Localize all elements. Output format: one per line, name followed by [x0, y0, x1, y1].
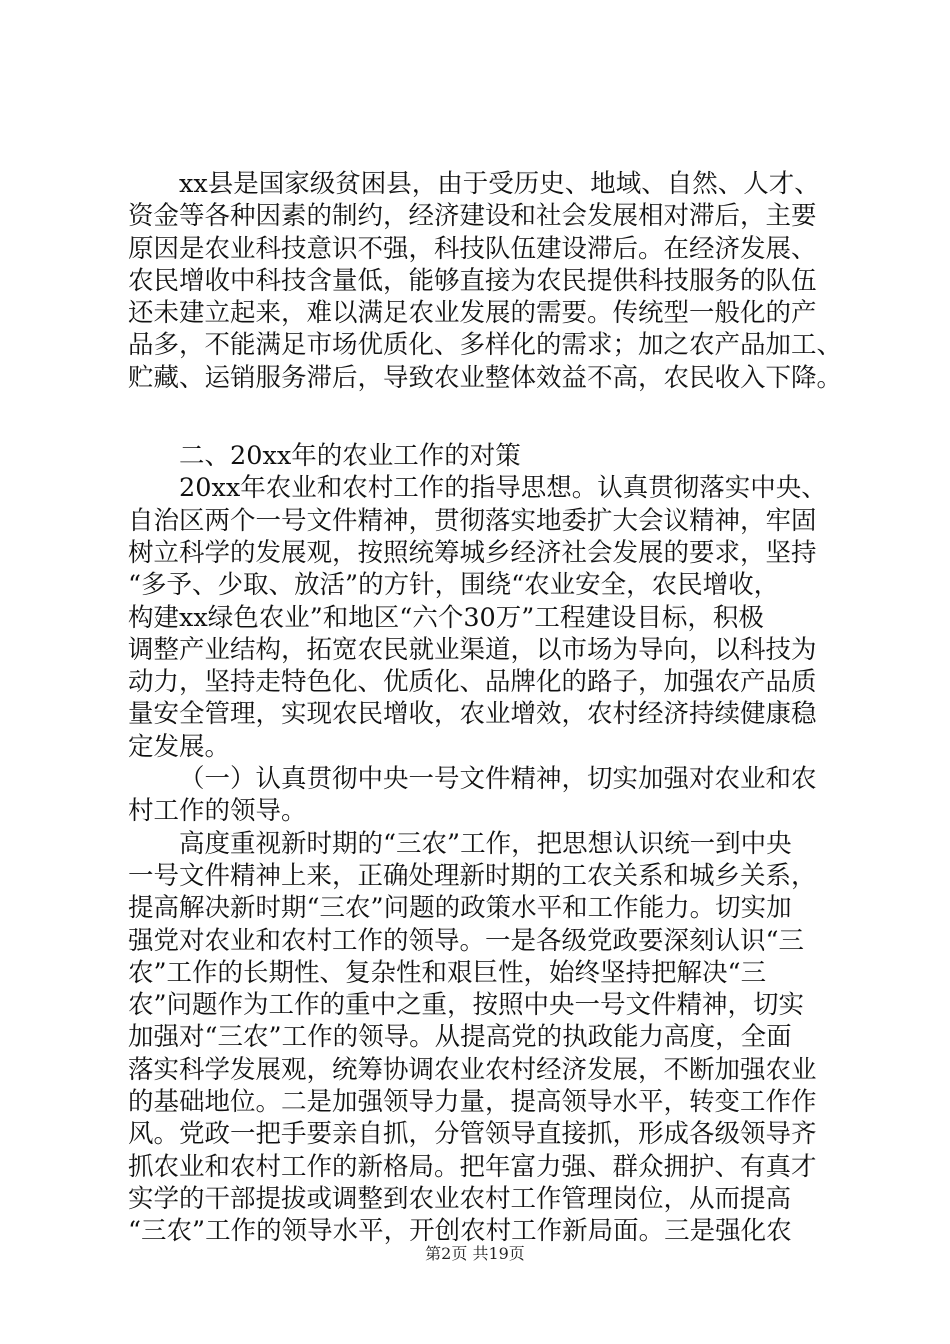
paragraph-leadership [128, 828, 828, 1248]
text-line: “多予、少取、放活”的方针，围绕“农业安全，农民增收， [128, 570, 780, 601]
subsection-heading [128, 763, 828, 828]
text-line: 资金等各种因素的制约，经济建设和社会发展相对滞后，主要 [128, 201, 817, 232]
text-line: 品多，不能满足市场优质化、多样化的需求；加之农产品加工、 [128, 330, 843, 361]
document-body [128, 168, 843, 1248]
text-line: 农”工作的长期性、复杂性和艰巨性，始终坚持把解决“三 [128, 957, 767, 988]
text-line: 一号文件精神上来，正确处理新时期的工农关系和城乡关系， [128, 860, 817, 891]
paragraph-county-situation [128, 168, 843, 394]
text-line: 风。党政一把手要亲自抓，分管领导直接抓，形成各级领导齐 [128, 1119, 817, 1150]
text-line: 自治区两个一号文件精神，贯彻落实地委扩大会议精神，牢固 [128, 505, 817, 536]
text-line: “三农”工作的领导水平，开创农村工作新局面。三是强化农 [128, 1216, 792, 1247]
text-line: 定发展。 [128, 731, 231, 762]
text-line: 原因是农业科技意识不强，科技队伍建设滞后。在经济发展、 [128, 233, 817, 264]
page-footer: 第2页 共19页 [425, 1244, 525, 1263]
paragraph-guiding-ideology [128, 472, 828, 763]
text-line: 实学的干部提拔或调整到农业农村工作管理岗位，从而提高 [128, 1183, 792, 1214]
text-line: 调整产业结构，拓宽农民就业渠道，以市场为导向，以科技为 [128, 634, 817, 665]
paragraph-gap [128, 394, 828, 440]
text-line: xx县是国家级贫困县，由于受历史、地域、自然、人才、 [179, 169, 820, 199]
text-line: 的基础地位。二是加强领导力量，提高领导水平，转变工作作 [128, 1087, 817, 1118]
heading-line: 村工作的领导。 [128, 796, 307, 827]
text-line: 构建xx绿色农业”和地区“六个30万”工程建设目标，积极 [128, 602, 764, 633]
text-line: 还未建立起来，难以满足农业发展的需要。传统型一般化的产 [128, 298, 817, 329]
text-line: 加强对“三农”工作的领导。从提高党的执政能力高度，全面 [128, 1022, 792, 1053]
text-line: 落实科学发展观，统筹协调农业农村经济发展，不断加强农业 [128, 1054, 817, 1085]
text-line: 农民增收中科技含量低，能够直接为农民提供科技服务的队伍 [128, 265, 817, 296]
text-line: 动力，坚持走特色化、优质化、品牌化的路子，加强农产品质 [128, 667, 817, 698]
heading-line: （一）认真贯彻中央一号文件精神，切实加强对农业和农 [179, 764, 817, 795]
text-line: 提高解决新时期“三农”问题的政策水平和工作能力。切实加 [128, 893, 792, 924]
text-line: 抓农业和农村工作的新格局。把年富力强、群众拥护、有真才 [128, 1151, 817, 1182]
text-line: 贮藏、运销服务滞后，导致农业整体效益不高，农民收入下降。 [128, 362, 843, 393]
text-line: 树立科学的发展观，按照统筹城乡经济社会发展的要求，坚持 [128, 537, 817, 568]
text-line: 农”问题作为工作的重中之重，按照中央一号文件精神，切实 [128, 990, 805, 1021]
text-line: 20xx年农业和农村工作的指导思想。认真贯彻落实中央、 [179, 473, 827, 504]
text-line: 高度重视新时期的“三农”工作，把思想认识统一到中央 [179, 828, 792, 859]
section-heading [128, 440, 828, 472]
text-line: 量安全管理，实现农民增收，农业增效，农村经济持续健康稳 [128, 699, 817, 730]
text-line: 强党对农业和农村工作的领导。一是各级党政要深刻认识“三 [128, 925, 805, 956]
heading-line: 二、20xx年的农业工作的对策 [179, 441, 521, 472]
